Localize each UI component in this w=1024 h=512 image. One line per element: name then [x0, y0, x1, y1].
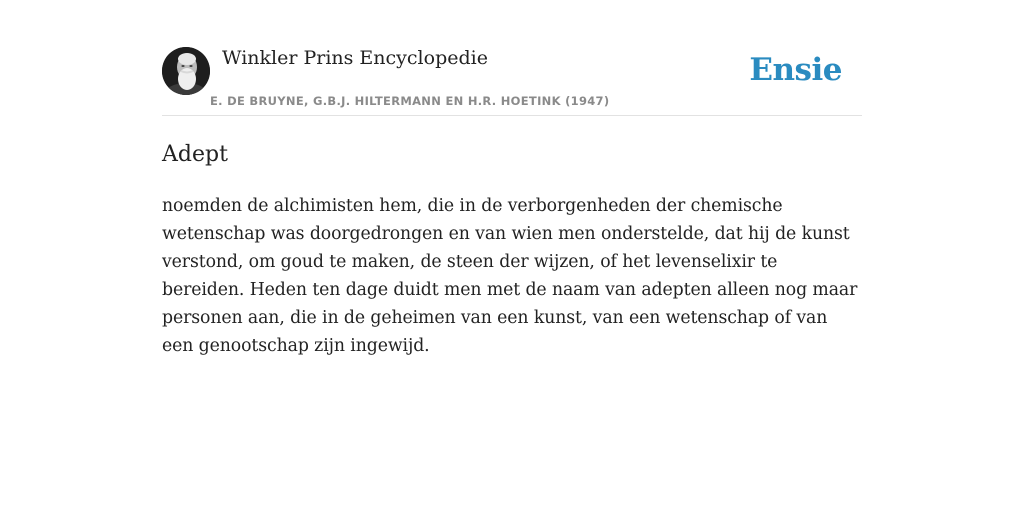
authors-line: E. DE BRUYNE, G.B.J. HILTERMANN EN H.R. HOETINK (1947)	[210, 94, 610, 108]
header	[162, 0, 862, 116]
page-container	[162, 0, 862, 360]
entry-body: noemden de alchimisten hem, die in de verborgenheden der chemische wetenschap was doorgedrongen en van wien men onderstelde, dat hij de kunst verstond, om goud te maken, de steen der wijzen, of het levenselixir te bereiden. Heden ten dage duidt men met de naam van adepten alleen nog maar personen aan, die in de geheimen van een kunst, van een wetenschap of van een genootschap zijn ingewijd.	[162, 196, 858, 356]
brand-logo[interactable]: Ensie	[749, 52, 842, 88]
entry-title: Adept	[162, 142, 228, 167]
author-avatar-icon[interactable]	[162, 47, 210, 95]
encyclopedia-title[interactable]: Winkler Prins Encyclopedie	[222, 47, 488, 69]
